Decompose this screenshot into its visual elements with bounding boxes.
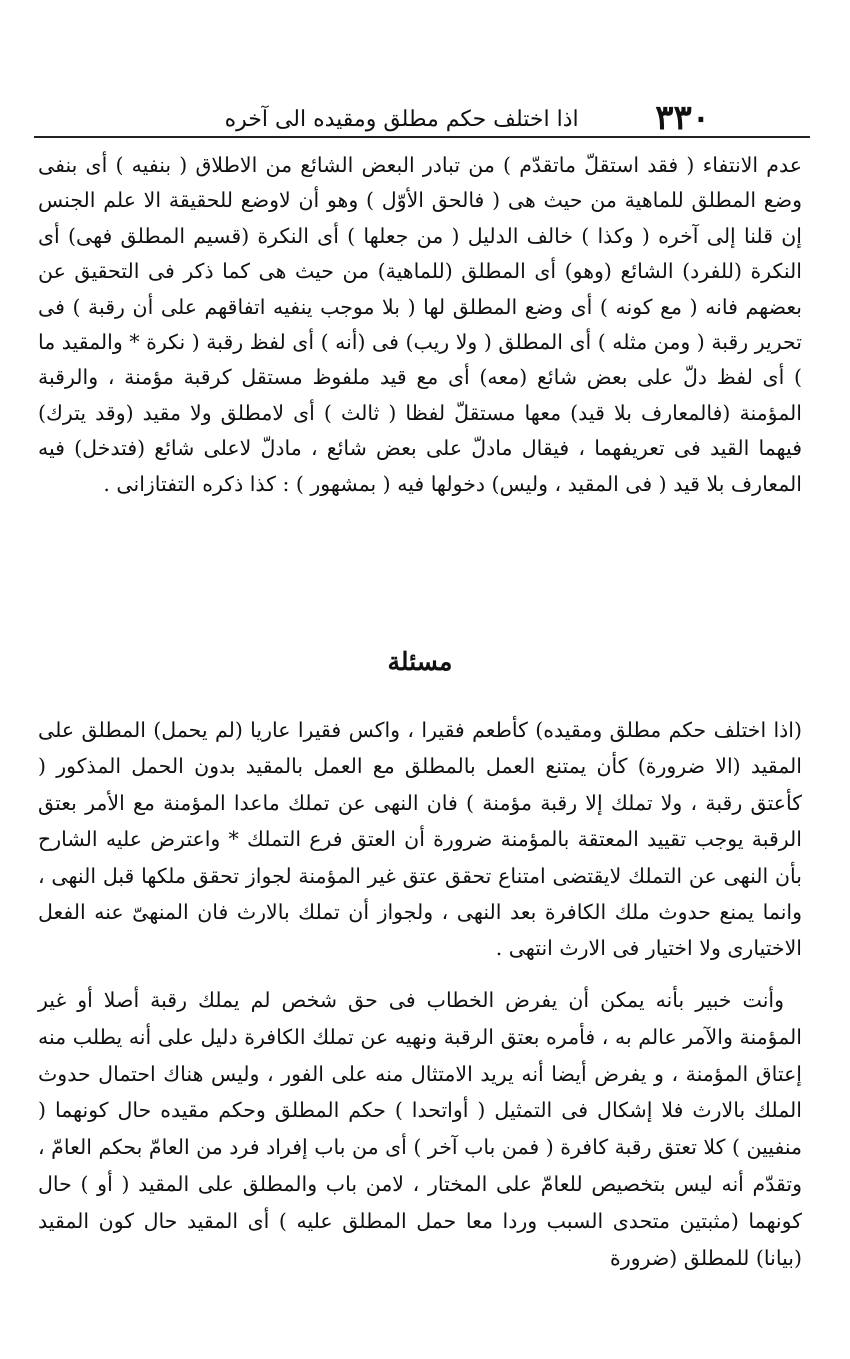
paragraph-commentary xyxy=(38,148,802,502)
paragraph-discussion xyxy=(38,982,802,1276)
paragraph-text: وأنت خبير بأنه يمكن أن يفرض الخطاب فى حق شخص لم يملك رقبة أصلا أو غير المؤمنة والآمر عالم به ، فأمره بعتق الرقبة ونهيه عن تملك الكافرة دليل على أنه يطلب منه إعتاق المؤمنة ، و يفرض أيضا أنه يريد الامتثال منه على الفور ، وليس هناك احتمال حدوث الملك بالارث فلا إشكال فى التمثيل ( أواتحدا ) حكم المطلق وحكم مقيده حال كونهما ( منفيين ) كلا تعتق رقبة كافرة ( فمن باب آخر ) أى من باب إفراد فرد من العامّ بحكم العامّ ، وتقدّم أنه ليس بتخصيص للعامّ على المختار ، لامن باب والمطلق على المقيد ( أو ) حال كونهما (مثبتين متحدى السبب وردا معا حمل المطلق عليه ) أى المقيد حال كون المقيد (بيانا) للمطلق (ضرورة xyxy=(38,988,802,1270)
page-number: ٣٣٠ xyxy=(655,98,710,138)
paragraph-text: عدم الانتفاء ( فقد استقلّ ماتقدّم ) من تبادر البعض الشائع من الاطلاق ( بنفيه ) أى بنفى وضع المطلق للماهية من حيث هى ( فالحق الأوّل ) وهو أن لاوضع للحقيقة الا علم الجنس إن قلنا إلى آخره ( وكذا ) خالف الدليل ( من جعلها ) أى النكرة (قسيم المطلق فهى) أى النكرة (للفرد) الشائع (وهو) أى المطلق (للماهية) من حيث هى كما ذكر فى التحقيق عن بعضهم فانه ( مع كونه ) أى وضع المطلق لها ( بلا موجب ينفيه اتفاقهم على أن رقبة ) فى تحرير رقبة ( ومن مثله ) أى المطلق ( ولا ريب) فى (أنه ) أى لفظ رقبة ( نكرة * والمقيد ما ) أى لفظ دلّ على بعض شائع (معه) أى مع قيد ملفوظ مستقل كرقبة مؤمنة ، والرقبة المؤمنة (فالمعارف بلا قيد) معها مستقلّ لفظا ( ثالث ) أى لامطلق ولا مقيد (وقد يترك) فيهما القيد فى تعريفهما ، فيقال مادلّ على بعض شائع ، مادلّ لاعلى شائع (فتدخل) فيه المعارف بلا قيد ( فى المقيد ، وليس) دخولها فيه ( بمشهور ) : كذا ذكره التفتازانى . xyxy=(38,153,802,496)
section-heading: مسئلة xyxy=(387,647,453,676)
page-header xyxy=(38,88,802,138)
running-title: اذا اختلف حكم مطلق ومقيده الى آخره xyxy=(224,107,579,132)
paragraph-text: (اذا اختلف حكم مطلق ومقيده) كأطعم فقيرا ، واكس فقيرا عاريا (لم يحمل) المطلق على المقيد (الا ضرورة) كأن يمتنع العمل بالمطلق مع العمل بالمقيد بدون الحمل المذكور ( كأعتق رقبة ، ولا تملك إلا رقبة مؤمنة ) فان النهى عن تملك ماعدا المؤمنة مع الأمر بعتق الرقبة يوجب تقييد المعتقة بالمؤمنة ضرورة أن العتق فرع التملك * واعترض عليه الشارح بأن النهى عن التملك لايقتضى امتناع تحقق عتق غير المؤمنة لجواز تحقق ملكها قبل النهى ، وانما يمنع حدوث ملك الكافرة بعد النهى ، ولجواز أن تملك بالارث فان المنهىّ عنه الفعل الاختيارى ولا اختيار فى الارث انتهى . xyxy=(38,718,802,961)
header-rule xyxy=(34,136,810,138)
paragraph-issue xyxy=(38,712,802,967)
